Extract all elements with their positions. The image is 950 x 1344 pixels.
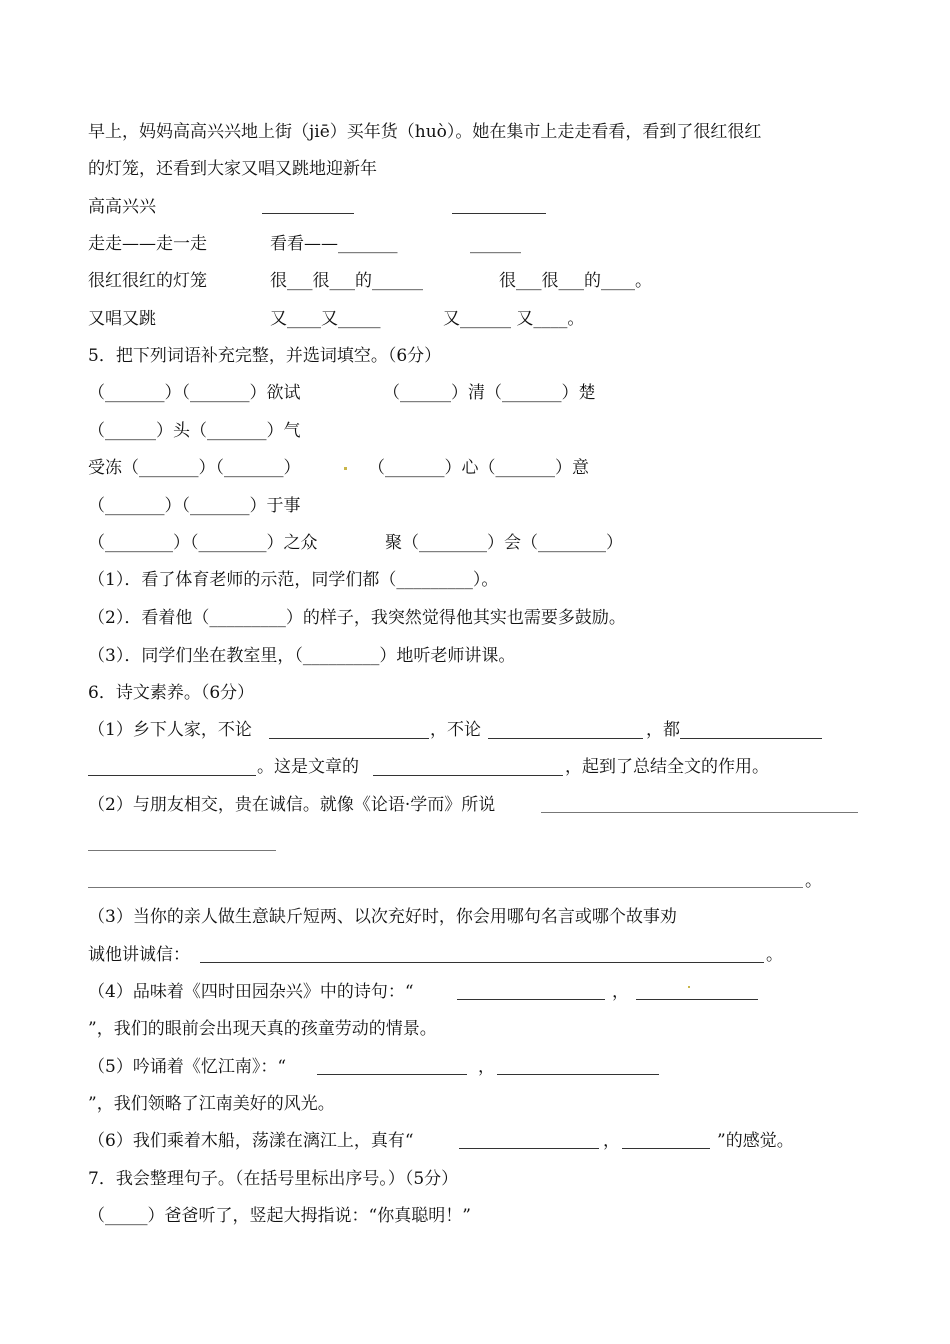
word-gaogaoxingxing: 高高兴兴 bbox=[88, 197, 156, 217]
speck-mark bbox=[344, 467, 347, 470]
answer-blank[interactable] bbox=[200, 962, 764, 963]
q5-fill-3[interactable]: （3）．同学们坐在教室里，（_________）地听老师讲课。 bbox=[88, 646, 516, 666]
q5-row-1a[interactable]: （_______）（_______）欲试 bbox=[88, 383, 301, 403]
q6-2-period: 。 bbox=[805, 871, 822, 891]
answer-blank[interactable] bbox=[497, 1074, 659, 1075]
pattern-you-1[interactable]: 又____又_____ bbox=[270, 309, 381, 329]
intro-line-1: 早上，妈妈高高兴兴地上街（jiē）买年货（huò）。她在集市上走走看看，看到了很红很红 bbox=[88, 122, 762, 142]
answer-blank[interactable] bbox=[636, 999, 758, 1000]
q6-4-comma: ， bbox=[612, 982, 629, 1002]
q6-6-text-b: ”的感觉。 bbox=[717, 1131, 794, 1151]
answer-blank[interactable] bbox=[459, 1148, 599, 1149]
answer-blank[interactable] bbox=[269, 738, 429, 739]
q6-4-text-b: ”，我们的眼前会出现天真的孩童劳动的情景。 bbox=[88, 1019, 437, 1039]
q5-fill-1[interactable]: （1）．看了体育老师的示范，同学们都（_________）。 bbox=[88, 570, 499, 590]
q5-row-4a[interactable]: （_______）（_______）于事 bbox=[88, 496, 301, 516]
q6-1-text-a: （1）乡下人家，不论 bbox=[88, 720, 252, 740]
word-henhongdenglong: 很红很红的灯笼 bbox=[88, 271, 207, 291]
pattern-blank[interactable]: ______ bbox=[470, 234, 521, 254]
word-zouzou: 走走——走一走 bbox=[88, 234, 207, 254]
q6-4-text-a: （4）品味着《四时田园杂兴》中的诗句：“ bbox=[88, 982, 414, 1002]
q5-row-5b[interactable]: 聚（________）会（________） bbox=[385, 533, 623, 553]
q5-row-3a[interactable]: 受冻（_______）（_______） bbox=[88, 458, 301, 478]
pattern-kankan[interactable]: 看看——_______ bbox=[270, 234, 398, 254]
q5-row-5a[interactable]: （________）（________）之众 bbox=[88, 533, 318, 553]
q6-1b-text-a: 。这是文章的 bbox=[257, 757, 359, 777]
q5-fill-2[interactable]: （2）．看着他（_________）的样子，我突然觉得他其实也需要多鼓励。 bbox=[88, 608, 626, 628]
answer-blank[interactable] bbox=[680, 738, 822, 739]
q6-2-text: （2）与朋友相交，贵在诚信。就像《论语·学而》所说 bbox=[88, 795, 496, 815]
pattern-hen-2[interactable]: 很___很___的____。 bbox=[499, 271, 652, 291]
answer-blank[interactable] bbox=[317, 1074, 467, 1075]
q5-row-3b[interactable]: （_______）心（_______）意 bbox=[368, 458, 589, 478]
word-youchangyoutiao: 又唱又跳 bbox=[88, 309, 156, 329]
question-5-title: 5．把下列词语补充完整，并选词填空。（6分） bbox=[88, 346, 442, 366]
answer-blank[interactable] bbox=[452, 213, 546, 214]
answer-blank[interactable] bbox=[488, 738, 643, 739]
question-6-title: 6．诗文素养。（6分） bbox=[88, 683, 255, 703]
pattern-hen-1[interactable]: 很___很___的______ bbox=[270, 271, 423, 291]
q6-3-text-a: （3）当你的亲人做生意缺斤短两、以次充好时，你会用哪句名言或哪个故事劝 bbox=[88, 907, 677, 927]
answer-blank[interactable] bbox=[373, 775, 563, 776]
q6-3-text-b: 诚他讲诚信： bbox=[88, 945, 190, 965]
answer-blank[interactable] bbox=[457, 999, 605, 1000]
q5-row-1b[interactable]: （______）清（_______）楚 bbox=[383, 383, 596, 403]
q6-6-text-a: （6）我们乘着木船，荡漾在漓江上，真有“ bbox=[88, 1131, 414, 1151]
answer-blank[interactable] bbox=[88, 850, 276, 851]
answer-blank[interactable] bbox=[541, 812, 858, 813]
q7-line-1[interactable]: （_____）爸爸听了，竖起大拇指说：“你真聪明！” bbox=[88, 1206, 471, 1226]
q6-6-comma: ， bbox=[603, 1131, 620, 1151]
answer-blank[interactable] bbox=[262, 213, 354, 214]
q5-row-2a[interactable]: （______）头（_______）气 bbox=[88, 421, 301, 441]
q6-3-period: 。 bbox=[766, 945, 783, 965]
q6-5-text-b: ”，我们领略了江南美好的风光。 bbox=[88, 1094, 335, 1114]
answer-blank[interactable] bbox=[622, 1148, 710, 1149]
speck-mark bbox=[688, 986, 690, 988]
intro-line-2: 的灯笼，还看到大家又唱又跳地迎新年 bbox=[88, 159, 377, 179]
pattern-you-2[interactable]: 又______ 又____。 bbox=[443, 309, 585, 329]
q6-1b-text-b: ，起到了总结全文的作用。 bbox=[565, 757, 769, 777]
q6-5-text-a: （5）吟诵着《忆江南》：“ bbox=[88, 1057, 287, 1077]
question-7-title: 7．我会整理句子。（在括号里标出序号。）（5分） bbox=[88, 1169, 459, 1189]
answer-blank[interactable] bbox=[88, 887, 803, 888]
q6-1-text-c: ，都 bbox=[646, 720, 680, 740]
q6-1-text-b: ，不论 bbox=[430, 720, 481, 740]
answer-blank[interactable] bbox=[88, 775, 256, 776]
q6-5-comma: ， bbox=[478, 1057, 495, 1077]
